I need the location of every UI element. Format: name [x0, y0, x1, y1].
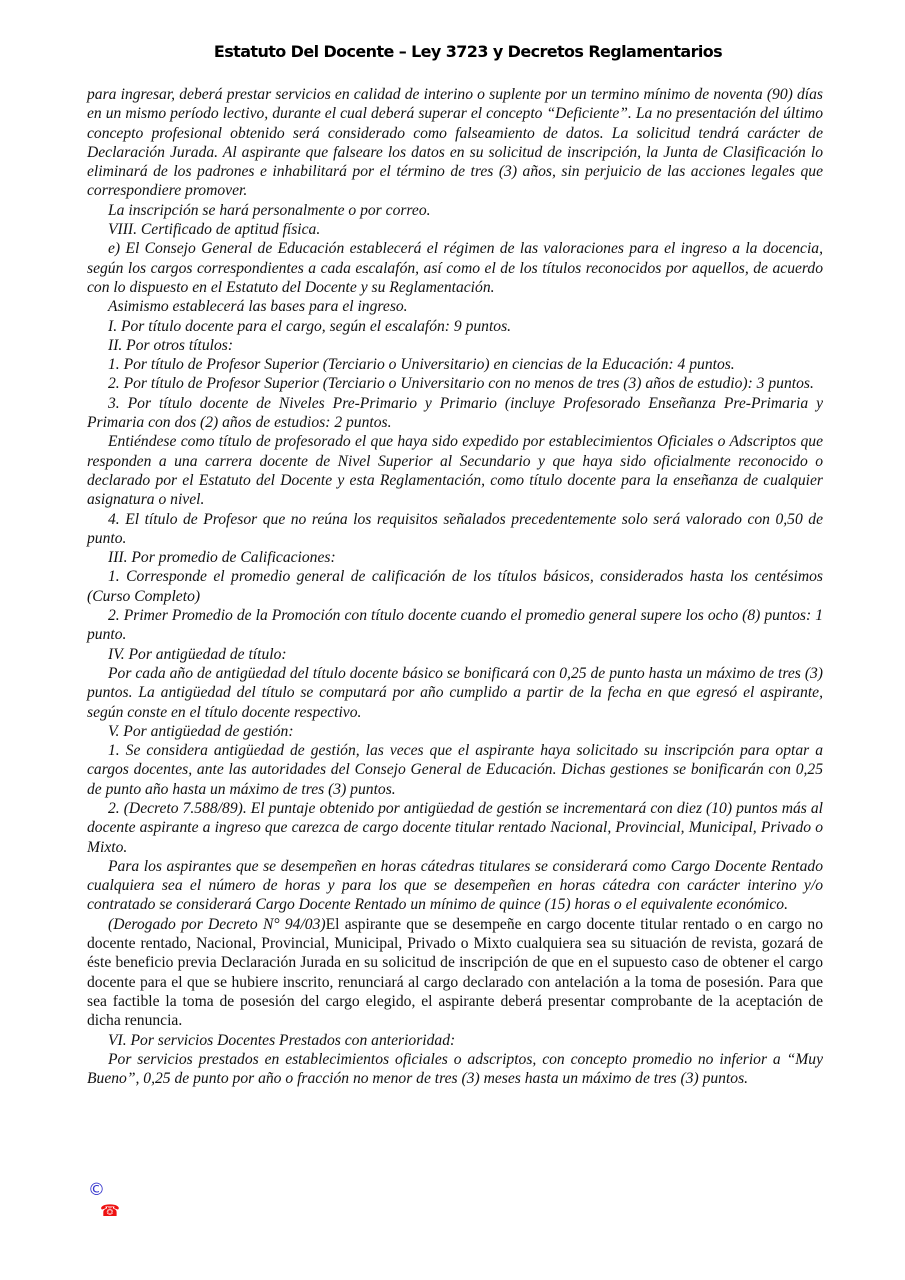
paragraph: 4. El título de Profesor que no reúna los requisitos señalados precedentemente solo será valorado con 0,50 de punto. [87, 510, 823, 547]
paragraph: 1. Corresponde el promedio general de calificación de los títulos básicos, considerados hasta los centésimos (Curso Completo) [87, 568, 823, 605]
page-footer [88, 1180, 388, 1225]
copyright-icon: © [88, 1180, 105, 1200]
paragraph: II. Por otros títulos: [108, 336, 234, 354]
paragraph: 3. Por título docente de Niveles Pre-Primario y Primario (incluye Profesorado Enseñanza Pre-Primaria y Primaria con dos (2) años de estudios: 2 puntos. [87, 394, 823, 432]
paragraph: 1. Se considera antigüedad de gestión, las veces que el aspirante haya solicitado su inscripción para optar a cargos docentes, ante las autoridades del Consejo General de Educación. Dichas gestiones se bonificarán con 0,25 de punto año hasta un máximo de tres (3) puntos. [87, 742, 823, 798]
paragraph: VI. Por servicios Docentes Prestados con anterioridad: [108, 1031, 456, 1049]
paragraph: IV. Por antigüedad de título: [108, 645, 287, 663]
paragraph: VIII. Certificado de aptitud física. [108, 221, 321, 239]
paragraph: Por servicios prestados en establecimientos oficiales o adscriptos, con concepto promedio no inferior a “Muy Bueno”, 0,25 de punto por año o fracción no menor de tres (3) meses hasta un máximo de tres (3) puntos. [87, 1050, 823, 1088]
paragraph: Por cada año de antigüedad del título docente básico se bonificará con 0,25 de punto hasta un máximo de tres (3) puntos. La antigüedad del título se computará por año cumplido a partir de la fecha en que egresó el aspirante, según conste en el título docente respectivo. [87, 664, 823, 721]
paragraph: III. Por promedio de Calificaciones: [108, 549, 336, 567]
document-body [87, 85, 823, 1088]
paragraph: Asimismo establecerá las bases para el ingreso. [108, 298, 408, 316]
paragraph: 2. (Decreto 7.588/89). El puntaje obtenido por antigüedad de gestión se incrementará con diez (10) puntos más al docente aspirante a ingreso que carezca de cargo docente titular rentado Nacional, Provincial, Municipal, Privado o Mixto. [87, 799, 823, 856]
paragraph: 2. Por título de Profesor Superior (Terciario o Universitario con no menos de tres (3) años de estudio): 3 puntos. [108, 375, 814, 393]
page-title: Estatuto Del Docente – Ley 3723 y Decretos Reglamentarios [213, 42, 723, 61]
paragraph: Para los aspirantes que se desempeñen en horas cátedras titulares se considerará como Cargo Docente Rentado cualquiera sea el número de horas y para los que se desempeñen en horas cátedra con carácter interino y/o contratado se considerará Cargo Docente Rentado un mínimo de quince (15) horas o el equivalente económico. [87, 857, 823, 914]
paragraph: 2. Primer Promedio de la Promoción con título docente cuando el promedio general supere los ocho (8) puntos: 1 punto. [87, 607, 823, 644]
paragraph: e) El Consejo General de Educación establecerá el régimen de las valoraciones para el ingreso a la docencia, según los cargos correspondientes a cada escalafón, así como el de los títulos reconocidos por aquellos, de acuerdo con lo dispuesto en el Estatuto del Docente y su Reglamentación. [87, 240, 823, 296]
phone-icon: ☎ [100, 1201, 120, 1220]
paragraph: I. Por título docente para el cargo, según el escalafón: 9 puntos. [108, 317, 512, 335]
paragraph: para ingresar, deberá prestar servicios en calidad de interino o suplente por un termino mínimo de noventa (90) días en un mismo período lectivo, durante el cual deberá superar el concepto “Deficiente”. La no presentación del último concepto profesional obtenido será considerado como falseamiento de datos. La solicitud tendrá carácter de Declaración Jurada. Al aspirante que falseare los datos en su solicitud de inscripción, la Junta de Clasificación lo eliminará de los padrones e inhabilitará por el término de tres (3) años, sin perjuicio de las acciones legales que correspondiere promover. [87, 86, 823, 200]
paragraph: Entiéndese como título de profesorado el que haya sido expedido por establecimientos Oficiales o Adscriptos que responden a una carrera docente de Nivel Superior al Secundario y que haya sido oficialmente reconocido o declarado por el Estatuto del Docente y esta Reglamentación, como título docente para la enseñanza de cualquier asignatura o nivel. [87, 433, 823, 509]
paragraph: V. Por antigüedad de gestión: [108, 722, 294, 740]
paragraph: 1. Por título de Profesor Superior (Terciario o Universitario) en ciencias de la Educación: 4 puntos. [108, 356, 735, 374]
derogado-note: (Derogado por Decreto N° 94/03) [108, 915, 326, 933]
paragraph-derogado [87, 915, 823, 1031]
paragraph: La inscripción se hará personalmente o por correo. [108, 201, 431, 219]
derogado-text: El aspirante que se desempeñe en cargo docente titular rentado o en cargo no docente rentado, Nacional, Provincial, Municipal, Privado o Mixto cualquiera sea su situación de revista, gozará de éste beneficio previa Declaración Jurada en su solicitud de inscripción de que en el supuesto caso de obtener el cargo docente para el que se hubiere inscrito, renunciará al cargo declarado con antelación a la toma de posesión. Para que sea factible la toma de posesión del cargo elegido, el aspirante deberá presentar comprobante de la aceptación de dicha renuncia. [87, 915, 823, 1030]
